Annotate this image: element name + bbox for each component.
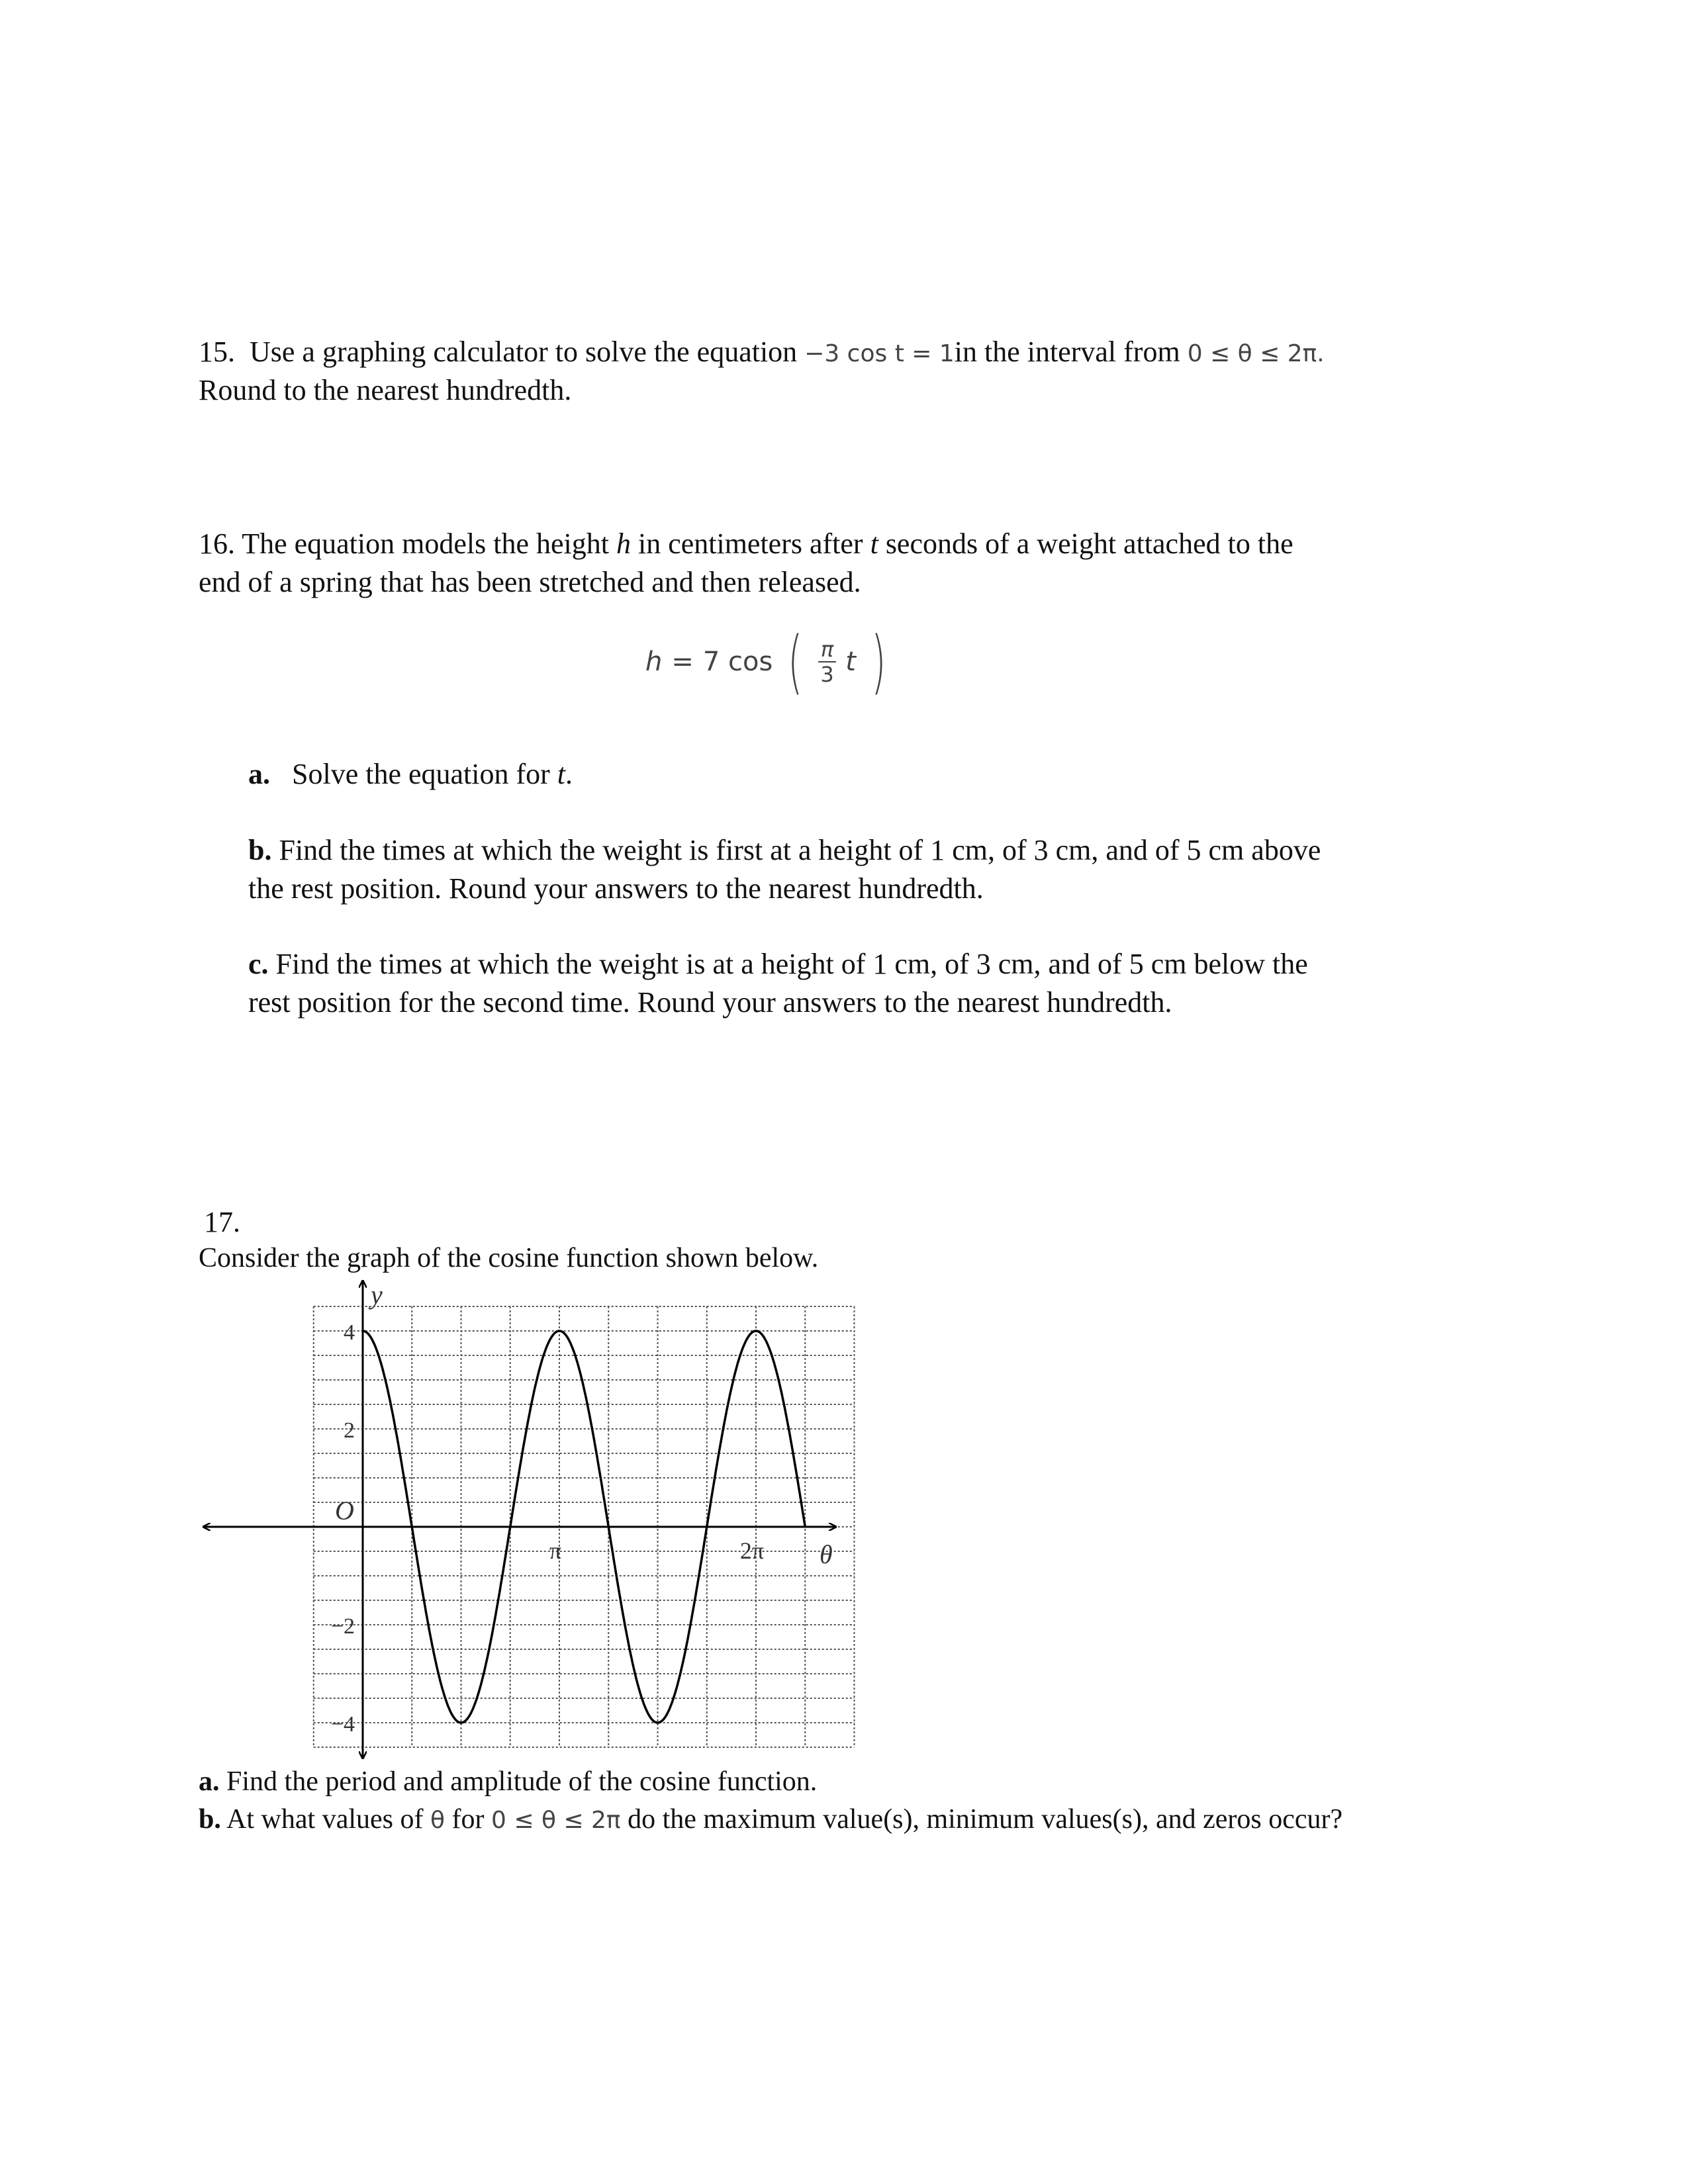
eq-lhs: h	[645, 647, 663, 677]
part-a-var: t	[557, 758, 566, 790]
part-a-end: .	[565, 758, 573, 790]
q16-number: 16.	[199, 527, 235, 560]
q15-text-mid: in the interval from	[954, 336, 1180, 368]
part-a-text: Solve the equation for	[292, 758, 550, 790]
q17-part-a-label: a.	[199, 1766, 220, 1797]
q16-part-a	[248, 755, 573, 794]
q16-var-t: t	[870, 527, 878, 560]
part-b-line2: the rest position. Round your answers to the nearest hundredth.	[248, 872, 984, 905]
eq-rparen: )	[871, 621, 886, 702]
eq-coef: 7 cos	[702, 647, 773, 677]
q16-line2: end of a spring that has been stretched and then released.	[199, 566, 861, 598]
eq-numerator: π	[818, 637, 836, 662]
x-tick-label: π	[549, 1537, 562, 1564]
x-tick-label: 2π	[739, 1537, 765, 1564]
q16-part-b	[248, 831, 1321, 870]
q15-interval: 0 ≤ θ ≤ 2π.	[1187, 340, 1325, 367]
q15-line1	[199, 333, 1325, 373]
q15-equation: −3 cos t = 1	[804, 340, 955, 367]
eq-fraction	[818, 637, 836, 686]
theta-axis-label: θ	[820, 1539, 833, 1569]
q17-part-a	[199, 1762, 817, 1801]
axis-labels	[335, 1280, 833, 1569]
part-c-label: c.	[248, 948, 269, 980]
q15-line2: Round to the nearest hundredth.	[199, 374, 572, 406]
part-b-line1: Find the times at which the weight is first at a height of 1 cm, of 3 cm, and of 5 cm above	[279, 834, 1321, 866]
axes	[204, 1281, 835, 1758]
origin-label: O	[335, 1496, 354, 1525]
q17-part-b-label: b.	[199, 1804, 221, 1835]
y-tick-label: −4	[330, 1712, 355, 1737]
eq-lparen: (	[788, 621, 803, 702]
q17-part-b-interval: 0 ≤ θ ≤ 2π	[491, 1807, 621, 1834]
q16-line1	[199, 525, 1293, 563]
q15-number: 15.	[199, 336, 235, 368]
q17-part-a-text: Find the period and amplitude of the cosine function.	[226, 1766, 818, 1797]
q16-intro: The equation models the height	[242, 527, 609, 560]
y-axis-label: y	[371, 1280, 383, 1310]
q16-equation	[645, 622, 892, 702]
q17-part-b-text1: At what values of	[226, 1804, 424, 1835]
q17-part-b-text3: do the maximum value(s), minimum values(s), and zeros occur?	[628, 1804, 1343, 1835]
part-b-label: b.	[248, 834, 272, 866]
tick-labels	[331, 1320, 764, 1737]
y-tick-label: −2	[330, 1614, 355, 1639]
part-c-line2: rest position for the second time. Round your answers to the nearest hundredth.	[248, 986, 1172, 1019]
eq-denominator: 3	[820, 662, 834, 687]
y-tick-label: 4	[344, 1320, 355, 1345]
q15-text: Use a graphing calculator to solve the equation	[250, 336, 798, 368]
q16-intro-3: seconds of a weight attached to the	[885, 527, 1293, 560]
part-c-line1: Find the times at which the weight is at a height of 1 cm, of 3 cm, and of 5 cm below the	[275, 948, 1308, 980]
grid	[314, 1306, 855, 1747]
q16-var-h: h	[616, 527, 631, 560]
q17-part-b-text2: for	[451, 1804, 485, 1835]
q17-part-b	[199, 1800, 1342, 1840]
q17-part-b-theta: θ	[430, 1807, 445, 1834]
q17-number: 17.	[204, 1206, 240, 1238]
eq-var: t	[845, 647, 856, 677]
part-a-label: a.	[248, 758, 270, 790]
y-tick-label: 2	[344, 1418, 355, 1443]
q16-intro-2: in centimeters after	[637, 527, 863, 560]
cosine-curve	[363, 1331, 805, 1723]
q17-intro: Consider the graph of the cosine function shown below.	[199, 1243, 819, 1273]
q16-part-c	[248, 945, 1308, 983]
eq-equals: =	[671, 647, 694, 677]
